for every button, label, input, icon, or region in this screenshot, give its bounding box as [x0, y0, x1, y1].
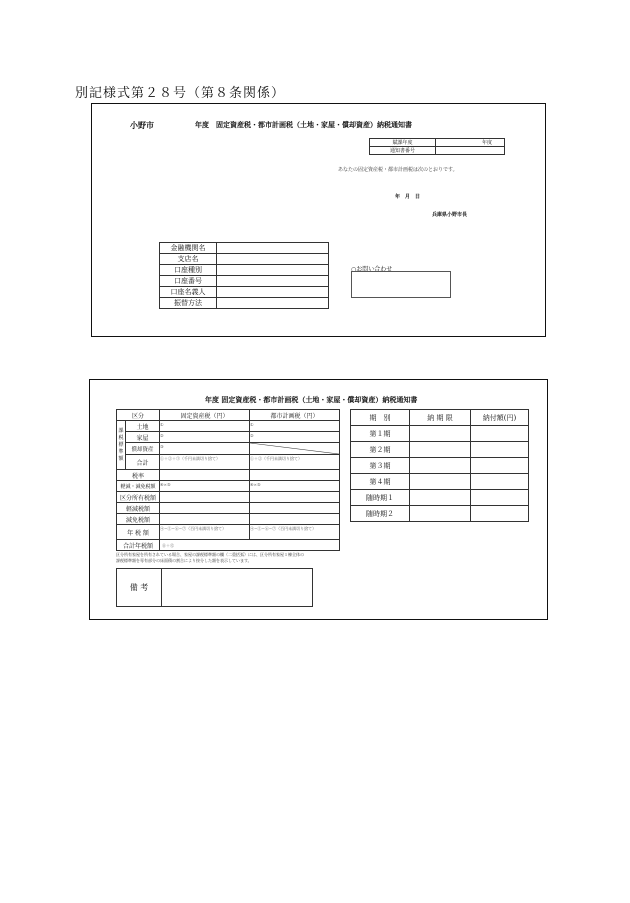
period-amount — [471, 442, 529, 458]
bank-row-value — [217, 265, 329, 276]
cell-reduction-fixed — [160, 481, 250, 492]
bank-row-value — [217, 276, 329, 287]
group-char: 課 — [118, 427, 124, 434]
cell-building-city — [250, 432, 340, 443]
period-row — [351, 426, 529, 442]
row-rate-label: 税率 — [117, 470, 160, 481]
bank-row — [160, 265, 329, 276]
period-amount — [471, 426, 529, 442]
row-building-label: 家屋 — [126, 432, 160, 443]
cell-land-city — [250, 421, 340, 432]
group-char: 準 — [118, 448, 124, 455]
issuer-name: 兵庫県小野市長 — [432, 212, 468, 218]
inquiry-box — [351, 271, 451, 298]
top-notice-card — [91, 103, 546, 337]
ref-year-value: 年度 — [436, 139, 505, 147]
period-label: 随時期１ — [351, 490, 410, 506]
circle-num: ③ — [160, 444, 164, 449]
formula-text: ④−⑤−⑥−⑦（百円未満切り捨て） — [250, 526, 317, 531]
group-char: 税 — [118, 434, 124, 441]
cell-relief-city — [250, 503, 340, 514]
header-city-planning: 都市計画税（円） — [250, 410, 340, 421]
reference-table — [369, 138, 505, 155]
remarks-label: 備 考 — [117, 569, 162, 607]
row-exemption-label: 減免税額 — [117, 514, 160, 525]
period-row — [351, 458, 529, 474]
ref-number-value — [436, 147, 505, 155]
bank-row-label: 振替方法 — [160, 298, 217, 309]
cell-building-fixed — [160, 432, 250, 443]
bank-row-value — [217, 243, 329, 254]
formula-text: ①＋②（千円未満切り捨て） — [250, 456, 303, 461]
cell-land-fixed — [160, 421, 250, 432]
period-row — [351, 474, 529, 490]
cell-condo-city — [250, 492, 340, 503]
bank-row — [160, 298, 329, 309]
row-grand-total-label: 合計年税額 — [117, 540, 160, 551]
bank-row — [160, 243, 329, 254]
ref-number-label: 通知書番号 — [370, 147, 436, 155]
bottom-title: 年度 固定資産税・都市計画税（土地・家屋・償却資産）納税通知書 — [205, 396, 418, 404]
period-label: 第１期 — [351, 426, 410, 442]
taxable-base-group-label — [117, 421, 126, 470]
bank-row-value — [217, 254, 329, 265]
bank-row-label: 金融機関名 — [160, 243, 217, 254]
period-amount — [471, 474, 529, 490]
header-fixed-asset: 固定資産税（円） — [160, 410, 250, 421]
header-deadline: 納 期 限 — [410, 410, 471, 426]
cell-reduction-city — [250, 481, 340, 492]
header-period: 期 別 — [351, 410, 410, 426]
cell-exemption-city — [250, 514, 340, 525]
note-line-2: 課税標準額を専有部分の床面積の割合により按分した額を表示しています。 — [116, 558, 252, 563]
bank-row-label: 支店名 — [160, 254, 217, 265]
header-category: 区分 — [117, 410, 160, 421]
bank-info-table — [159, 242, 329, 309]
cell-condo-fixed — [160, 492, 250, 503]
diagonal-strike — [250, 443, 339, 454]
inquiry-label: ○お問い合わせ — [351, 266, 393, 273]
cell-grand-total — [160, 540, 340, 551]
row-reduction-label: 軽減・減免税額 — [117, 481, 160, 492]
circle-num: ① — [250, 422, 254, 427]
period-row — [351, 442, 529, 458]
cell-rate-fixed — [160, 470, 250, 481]
bottom-notice-card — [89, 379, 548, 620]
formula-text: ⑪＋⑫ — [162, 542, 175, 548]
cell-relief-fixed — [160, 503, 250, 514]
period-label: 第３期 — [351, 458, 410, 474]
circle-num: ② — [250, 433, 254, 438]
period-label: 随時期２ — [351, 506, 410, 522]
period-deadline — [410, 458, 471, 474]
bank-row — [160, 276, 329, 287]
note-line-1: 区分所有家屋を所有されている場合、家屋の課税標準額の欄（二重括弧）には、区分所有家屋１棟全体の — [116, 552, 304, 557]
group-char: 額 — [118, 455, 124, 462]
period-amount — [471, 506, 529, 522]
period-deadline — [410, 426, 471, 442]
cell-total-fixed — [160, 455, 250, 470]
notice-title: 年度 固定資産税・都市計画税（土地・家屋・償却資産）納税通知書 — [195, 121, 412, 129]
remarks-field — [162, 569, 313, 607]
notice-text: あなたの固定資産税・都市計画税は次のとおりです。 — [338, 167, 458, 173]
bank-row-value — [217, 287, 329, 298]
row-depreciable-label: 償却資産 — [126, 443, 160, 455]
period-row — [351, 490, 529, 506]
row-condo-label: 区分所有税額 — [117, 492, 160, 503]
header-amount: 納付額(円) — [471, 410, 529, 426]
cell-exemption-fixed — [160, 514, 250, 525]
cell-annual-fixed — [160, 525, 250, 540]
ref-year-label: 賦課年度 — [370, 139, 436, 147]
cell-depreciable-fixed — [160, 443, 250, 455]
row-total-label: 合計 — [126, 455, 160, 470]
cell-depreciable-city-na — [250, 443, 340, 455]
formula-text: ④×⑤ — [250, 482, 261, 487]
period-label: 第２期 — [351, 442, 410, 458]
period-label: 第４期 — [351, 474, 410, 490]
period-amount — [471, 458, 529, 474]
bank-row-label: 口座名義人 — [160, 287, 217, 298]
period-deadline — [410, 442, 471, 458]
bank-row — [160, 287, 329, 298]
formula-text: ④−⑤−⑥−⑦（百円未満切り捨て） — [160, 526, 227, 531]
row-relief-label: 軽減税額 — [117, 503, 160, 514]
formula-text: ④×⑤ — [160, 482, 171, 487]
formula-text: ①＋②＋③（千円未満切り捨て） — [160, 456, 221, 461]
remarks-box — [116, 568, 313, 607]
row-annual-label: 年 税 額 — [117, 525, 160, 540]
bank-row — [160, 254, 329, 265]
row-land-label: 土地 — [126, 421, 160, 432]
form-heading: 別記様式第２８号（第８条関係） — [75, 86, 286, 101]
bank-row-value — [217, 298, 329, 309]
period-deadline — [410, 490, 471, 506]
bank-row-label: 口座種別 — [160, 265, 217, 276]
period-row — [351, 506, 529, 522]
group-char: 標 — [118, 441, 124, 448]
city-name: 小野市 — [130, 121, 154, 130]
period-deadline — [410, 474, 471, 490]
period-amount — [471, 490, 529, 506]
tax-breakdown-table — [116, 409, 340, 551]
circle-num: ② — [160, 433, 164, 438]
cell-total-city — [250, 455, 340, 470]
payment-periods-table — [350, 409, 529, 522]
period-deadline — [410, 506, 471, 522]
circle-num: ① — [160, 422, 164, 427]
cell-annual-city — [250, 525, 340, 540]
cell-rate-city — [250, 470, 340, 481]
bank-row-label: 口座番号 — [160, 276, 217, 287]
notice-date: 年 月 日 — [395, 194, 421, 200]
